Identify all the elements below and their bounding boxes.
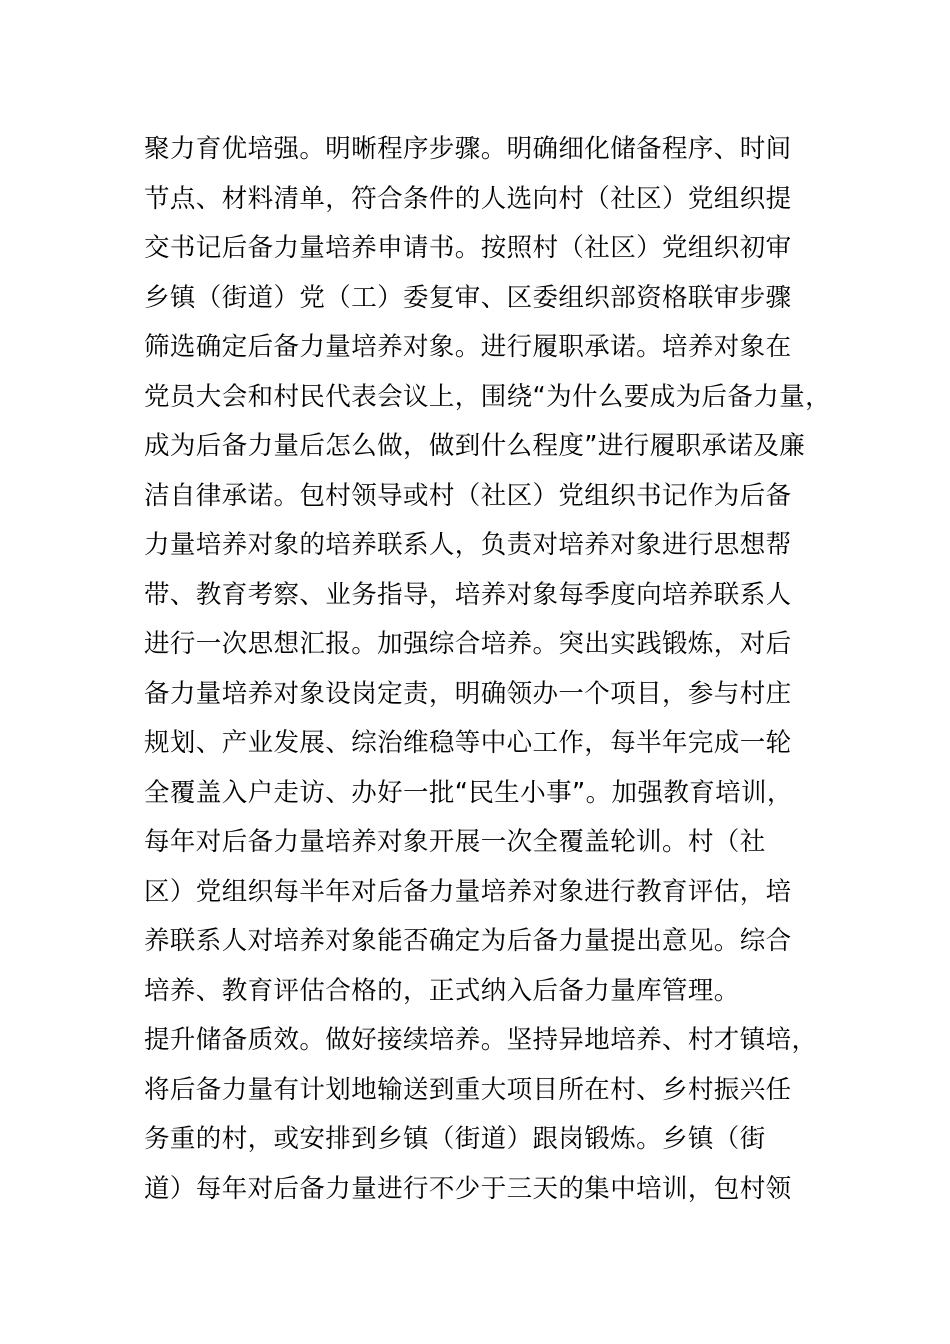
text-line-7: 成为后备力量后怎么做，做到什么程度”进行履职承诺及廉 [144,431,806,461]
text-line-9: 力量培养对象的培养联系人，负责对培养对象进行思想帮 [144,530,792,560]
text-line-19: 提升储备质效。做好接续培养。坚持异地培养、村才镇培， [144,1025,818,1055]
body-text [144,125,844,1214]
text-line-11: 进行一次思想汇报。加强综合培养。突出实践锻炼，对后 [144,629,792,659]
text-line-5: 筛选确定后备力量培养对象。进行履职承诺。培养对象在 [144,332,792,362]
text-line-2: 节点、材料清单，符合条件的人选向村（社区）党组织提 [144,183,792,214]
text-line-21: 务重的村，或安排到乡镇（街道）跟岗锻炼。乡镇（街 [144,1124,766,1154]
text-line-18: 培养、教育评估合格的，正式纳入后备力量库管理。 [144,975,740,1006]
text-line-12: 备力量培养对象设岗定责，明确领办一个项目，参与村庄 [144,678,792,709]
text-line-3: 交书记后备力量培养申请书。按照村（社区）党组织初审 [144,233,792,263]
text-line-22: 道）每年对后备力量进行不少于三天的集中培训，包村领 [144,1173,792,1204]
text-line-20: 将后备力量有计划地输送到重大项目所在村、乡村振兴任 [144,1074,792,1105]
text-line-17: 养联系人对培养对象能否确定为后备力量提出意见。综合 [144,926,792,956]
text-line-13: 规划、产业发展、综治维稳等中心工作，每半年完成一轮 [144,728,792,758]
text-line-15: 每年对后备力量培养对象开展一次全覆盖轮训。村（社 [144,827,766,857]
text-line-16: 区）党组织每半年对后备力量培养对象进行教育评估，培 [144,876,792,907]
text-line-6: 党员大会和村民代表会议上，围绕“为什么要成为后备力量， [144,381,832,412]
text-line-10: 带、教育考察、业务指导，培养对象每季度向培养联系人 [144,579,792,610]
text-line-8: 洁自律承诺。包村领导或村（社区）党组织书记作为后备 [144,480,792,511]
text-line-14: 全覆盖入户走访、办好一批“民生小事”。加强教育培训， [144,777,793,808]
text-line-4: 乡镇（街道）党（工）委复审、区委组织部资格联审步骤 [144,282,792,313]
text-line-1: 聚力育优培强。明晰程序步骤。明确细化储备程序、时间 [144,134,792,164]
